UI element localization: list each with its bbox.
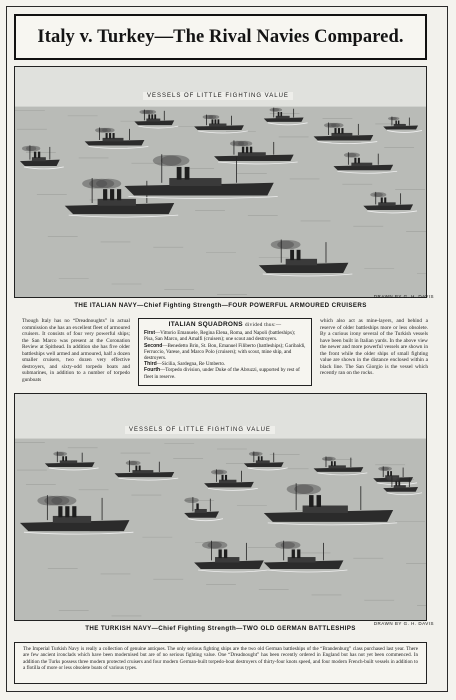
ship-funnel bbox=[395, 481, 397, 486]
ship-funnel bbox=[258, 456, 260, 461]
ship-funnel bbox=[395, 121, 396, 125]
squadron-text: —Vittorio Emanuele, Regina Elena, Roma, and Napoli (battleships); Pisa, San Marco, and Amalfi (cruisers); one scout and destroyers. bbox=[144, 330, 296, 343]
squadron-line bbox=[144, 343, 306, 362]
bottom-inset-label: VESSELS OF LITTLE FIGHTING VALUE bbox=[125, 426, 275, 434]
ship-funnel bbox=[334, 461, 336, 466]
ship-funnel bbox=[154, 114, 156, 119]
ship-funnel bbox=[398, 481, 400, 486]
ship-funnel bbox=[103, 189, 107, 200]
smoke bbox=[238, 141, 252, 147]
ship-funnel bbox=[398, 121, 399, 125]
smoke bbox=[294, 484, 321, 494]
smoke bbox=[102, 128, 115, 133]
squadrons-heading-suffix: divided thus:— bbox=[245, 322, 282, 328]
squadrons-heading-title: ITALIAN SQUADRONS bbox=[168, 321, 243, 328]
ship-funnel bbox=[110, 189, 114, 200]
ship-funnel bbox=[113, 133, 115, 139]
page-title: Italy v. Turkey—The Rival Navies Compared. bbox=[37, 26, 404, 47]
ship-funnel bbox=[250, 147, 252, 153]
squadron-text: —Benedetto Brin, St. Bon, Emanuel Filiberto (battleships); Garibaldi, Ferruccio, Varese, and Marco Polo (cruisers); with scout, mine ship, and destroyers. bbox=[144, 342, 306, 362]
squadron-label: Fourth bbox=[144, 367, 161, 374]
squadron-label: First bbox=[144, 330, 156, 337]
smoke bbox=[96, 179, 121, 189]
ship-funnel bbox=[261, 456, 263, 461]
smoke bbox=[209, 115, 220, 119]
smoke bbox=[208, 541, 228, 549]
ship-funnel bbox=[224, 549, 227, 558]
ship-funnel bbox=[278, 112, 280, 116]
ship-funnel bbox=[106, 133, 108, 139]
italian-navy-caption: THE ITALIAN NAVY—Chief Fighting Strength—FOUR POWERFUL ARMOURED CRUISERS bbox=[74, 302, 367, 309]
ship-funnel bbox=[297, 250, 301, 260]
ship-funnel bbox=[387, 471, 389, 476]
ship-funnel bbox=[58, 506, 62, 517]
ship-funnel bbox=[65, 506, 69, 517]
ship-funnel bbox=[177, 167, 182, 180]
smoke bbox=[184, 497, 198, 503]
smoke bbox=[145, 110, 156, 114]
ship-funnel bbox=[381, 197, 383, 203]
ship-funnel bbox=[341, 128, 343, 134]
ship-funnel bbox=[221, 475, 223, 481]
ship-funnel bbox=[34, 152, 36, 158]
smoke bbox=[325, 457, 336, 461]
ship-funnel bbox=[196, 503, 198, 509]
ship-funnel bbox=[72, 506, 76, 517]
squadrons-heading bbox=[144, 322, 306, 328]
italian-navy-illustration bbox=[14, 66, 427, 298]
italian-text-right: which also act as mine-layers, and behind a reserve of older battleships more or less obsolete. By a curious irony several of the Turkish vessels have been built in Italian yards. In the above view the newer and more powerful vessels are shown in the front while the older ships of small fighting value are shown in the distance enclosed within a black line. The San Giorgio is the vessel which recently ran on the rocks. bbox=[320, 318, 428, 376]
ship-funnel bbox=[280, 112, 282, 116]
ship-funnel bbox=[354, 158, 356, 164]
smoke bbox=[389, 477, 400, 481]
smoke bbox=[347, 153, 360, 158]
ship-funnel bbox=[185, 167, 190, 180]
ship-funnel bbox=[331, 461, 333, 466]
turkish-navy-text-box: The Imperial Turkish Navy is really a collection of genuine antiques. The only serious fighting ships are the two old German battleships of the “Brandenburg” class purchased last year. There are few ancient ironclads which have been modernised but are of no serious fighting value. One “Dreadnought” has been recently ordered in England but has not yet been commenced. In addition the Turks possess three modern protected cruisers and four modern German-built torpedo-boat destroyers of thirty-four knots speed, and four modern French-built vessels in addition to a flotilla of more or less obsolete boats of various types. bbox=[14, 642, 427, 684]
ship-funnel bbox=[135, 466, 137, 471]
ship-funnel bbox=[218, 119, 220, 124]
ship-funnel bbox=[109, 133, 111, 139]
smoke bbox=[277, 240, 300, 249]
ship-funnel bbox=[384, 197, 386, 203]
squadron-line bbox=[144, 330, 306, 342]
ship-funnel bbox=[225, 475, 227, 481]
ship-funnel bbox=[309, 495, 313, 507]
ship-funnel bbox=[38, 152, 40, 158]
bottom-credit: DRAWN BY G. H. DAVIS bbox=[373, 621, 434, 626]
top-inset-label: VESSELS OF LITTLE FIGHTING VALUE bbox=[143, 92, 293, 100]
squadron-text: —Torpedo division, under Duke of the Abruzzi, supported by rest of fleet in reserve. bbox=[144, 367, 300, 380]
ship-funnel bbox=[219, 549, 222, 558]
ship-funnel bbox=[292, 549, 295, 558]
ship-funnel bbox=[215, 119, 217, 124]
ship-funnel bbox=[151, 114, 153, 119]
turkish-navy-illustration bbox=[14, 393, 427, 621]
ship-funnel bbox=[242, 147, 244, 153]
italian-fleet-drawing bbox=[15, 67, 426, 297]
italian-text-left: Though Italy has no “Dreadnoughts” in actual commission she has an excellent fleet of armoured cruisers. It consists of four very powerful ships; the San Marco was present at the Coronation Review at Spithead. In addition she has five older battleships well armed and armoured, half a dozen smaller cruisers, two dozen very effective destroyers, and sixty-odd torpedo boats and submarines, in addition to a number of torpedo gunboats bbox=[22, 318, 130, 383]
squadron-label: Second bbox=[144, 342, 163, 349]
ship-funnel bbox=[246, 147, 248, 153]
title-box bbox=[14, 14, 427, 60]
smoke bbox=[26, 146, 40, 152]
ship-funnel bbox=[139, 466, 141, 471]
ship-funnel bbox=[212, 119, 214, 124]
ship-funnel bbox=[338, 128, 340, 134]
ship-funnel bbox=[390, 471, 392, 476]
smoke bbox=[56, 452, 67, 456]
italian-squadrons-box bbox=[138, 318, 312, 386]
smoke bbox=[331, 123, 344, 128]
smoke bbox=[51, 496, 76, 506]
ship-funnel bbox=[117, 189, 121, 200]
squadron-line bbox=[144, 367, 306, 379]
smoke bbox=[129, 461, 141, 466]
ship-funnel bbox=[65, 456, 67, 461]
turkish-navy-caption: THE TURKISH NAVY—Chief Fighting Strength—TWO OLD GERMAN BATTLESHIPS bbox=[85, 625, 356, 632]
ship-funnel bbox=[358, 158, 360, 164]
top-credit: DRAWN BY G. H. DAVIS bbox=[373, 294, 434, 299]
ship-funnel bbox=[290, 250, 294, 260]
ship-funnel bbox=[334, 128, 336, 134]
ship-funnel bbox=[148, 114, 150, 119]
squadron-label: Third bbox=[144, 361, 157, 368]
smoke bbox=[161, 155, 190, 166]
squadron-text: —Sicilia, Sardegna, Re Umberto. bbox=[156, 361, 226, 368]
ship-funnel bbox=[62, 456, 64, 461]
ship-funnel bbox=[317, 495, 321, 507]
sky bbox=[15, 67, 426, 107]
ship-funnel bbox=[297, 549, 300, 558]
